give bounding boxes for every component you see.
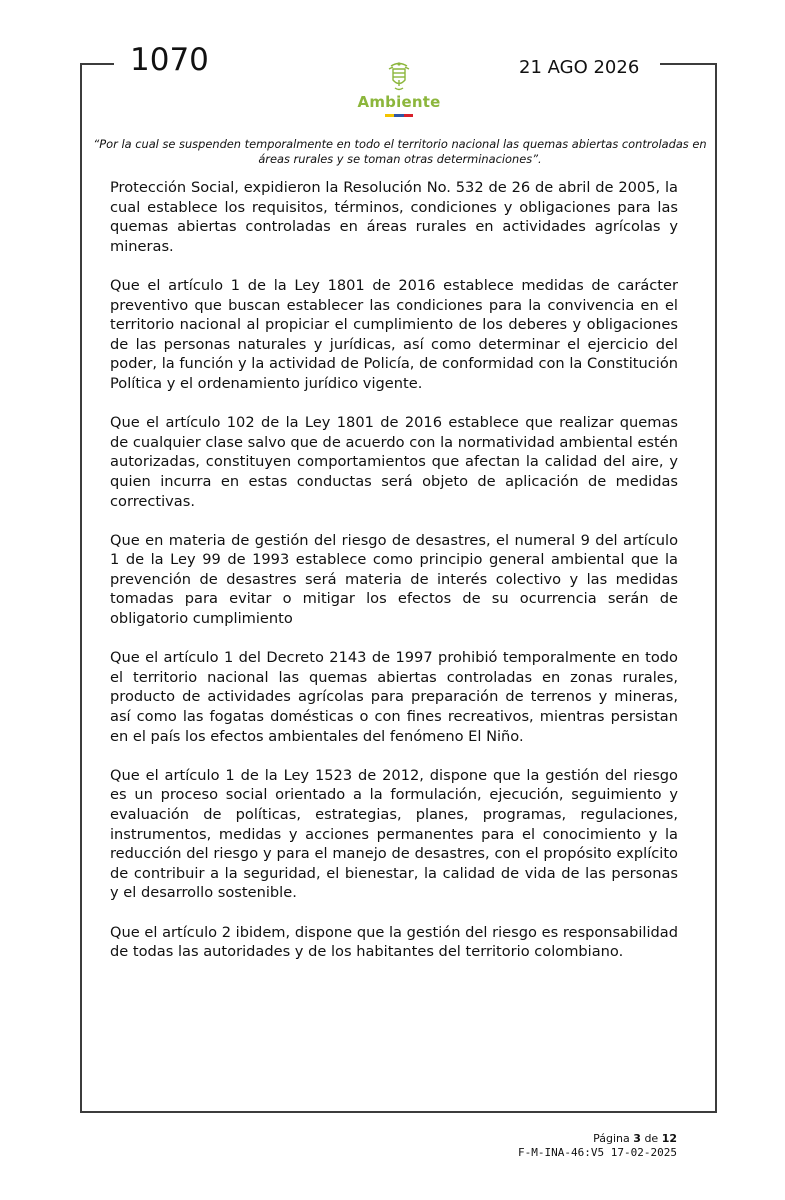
page-footer bbox=[518, 1132, 677, 1160]
flag-yellow bbox=[385, 114, 394, 117]
paragraph: Que el artículo 1 del Decreto 2143 de 1997 prohibió temporalmente en todo el territorio nacional las quemas abiertas controladas en zonas rurales, producto de actividades agrícolas para preparación de terrenos y mineras, así como las fogatas domésticas o con fines recreativos, mientras persistan en el país los efectos ambientales del fenómeno El Niño. bbox=[110, 649, 678, 745]
frame-top-line-left bbox=[80, 63, 114, 65]
paragraph: Que el artículo 1 de la Ley 1523 de 2012, dispone que la gestión del riesgo es un proceso social orientado a la formulación, ejecución, seguimiento y evaluación de políticas, estrategias, planes, programas, regulaciones, instrumentos, medidas y acciones permanentes para el conocimiento y la reducción del riesgo y para el manejo de desastres, con el propósito explícito de contribuir a la seguridad, el bienestar, la calidad de vida de las personas y el desarrollo sostenible. bbox=[110, 766, 678, 902]
colombia-flag-strip bbox=[385, 114, 413, 117]
resolution-subtitle: “Por la cual se suspenden temporalmente en todo el territorio nacional las quemas abiertas controladas en áreas rurales y se toman otras determinaciones”. bbox=[93, 137, 707, 166]
page-total: 12 bbox=[661, 1132, 677, 1145]
document-body bbox=[110, 178, 678, 981]
frame-top-line-right bbox=[660, 63, 717, 65]
flag-blue bbox=[394, 114, 403, 117]
coat-of-arms-icon bbox=[387, 60, 411, 92]
paragraph: Que el artículo 1 de la Ley 1801 de 2016 establece medidas de carácter preventivo que buscan establecer las condiciones para la convivencia en el territorio nacional al propiciar el cumplimiento de los deberes y obligaciones de las personas naturales y jurídicas, así como determinar el ejercicio del poder, la función y la actividad de Policía, de conformidad con la Constitución Política y el ordenamiento jurídico vigente. bbox=[110, 276, 678, 392]
resolution-number: 1070 bbox=[130, 42, 209, 78]
form-code: F-M-INA-46:V5 17-02-2025 bbox=[518, 1146, 677, 1159]
paragraph: Que el artículo 102 de la Ley 1801 de 2016 establece que realizar quemas de cualquier clase salvo que de acuerdo con la normatividad ambiental estén autorizadas, constituyen comportamientos que afectan la calidad del aire, y quien incurra en estas conductas será objeto de aplicación de medidas correctivas. bbox=[110, 414, 678, 510]
page-current: 3 bbox=[633, 1132, 641, 1145]
resolution-date: 21 AGO 2026 bbox=[519, 57, 640, 78]
paragraph: Que el artículo 2 ibidem, dispone que la gestión del riesgo es responsabilidad de todas las autoridades y de los habitantes del territorio colombiano. bbox=[110, 923, 678, 961]
page-of: de bbox=[644, 1132, 659, 1145]
paragraph: Que en materia de gestión del riesgo de desastres, el numeral 9 del artículo 1 de la Ley 99 de 1993 establece como principio general ambiental que la prevención de desastres será materia de interés colectivo y las medidas tomadas para evitar o mitigar los efectos de su ocurrencia serán de obligatorio cumplimiento bbox=[110, 531, 678, 628]
logo-text: Ambiente bbox=[357, 93, 441, 111]
page-number bbox=[518, 1132, 677, 1146]
page-label: Página bbox=[593, 1132, 630, 1145]
ministry-logo bbox=[352, 60, 446, 117]
flag-red bbox=[404, 114, 413, 117]
paragraph: Protección Social, expidieron la Resolución No. 532 de 26 de abril de 2005, la cual establece los requisitos, términos, condiciones y obligaciones para las quemas abiertas controladas en áreas rurales en actividades agrícolas y mineras. bbox=[110, 179, 678, 255]
